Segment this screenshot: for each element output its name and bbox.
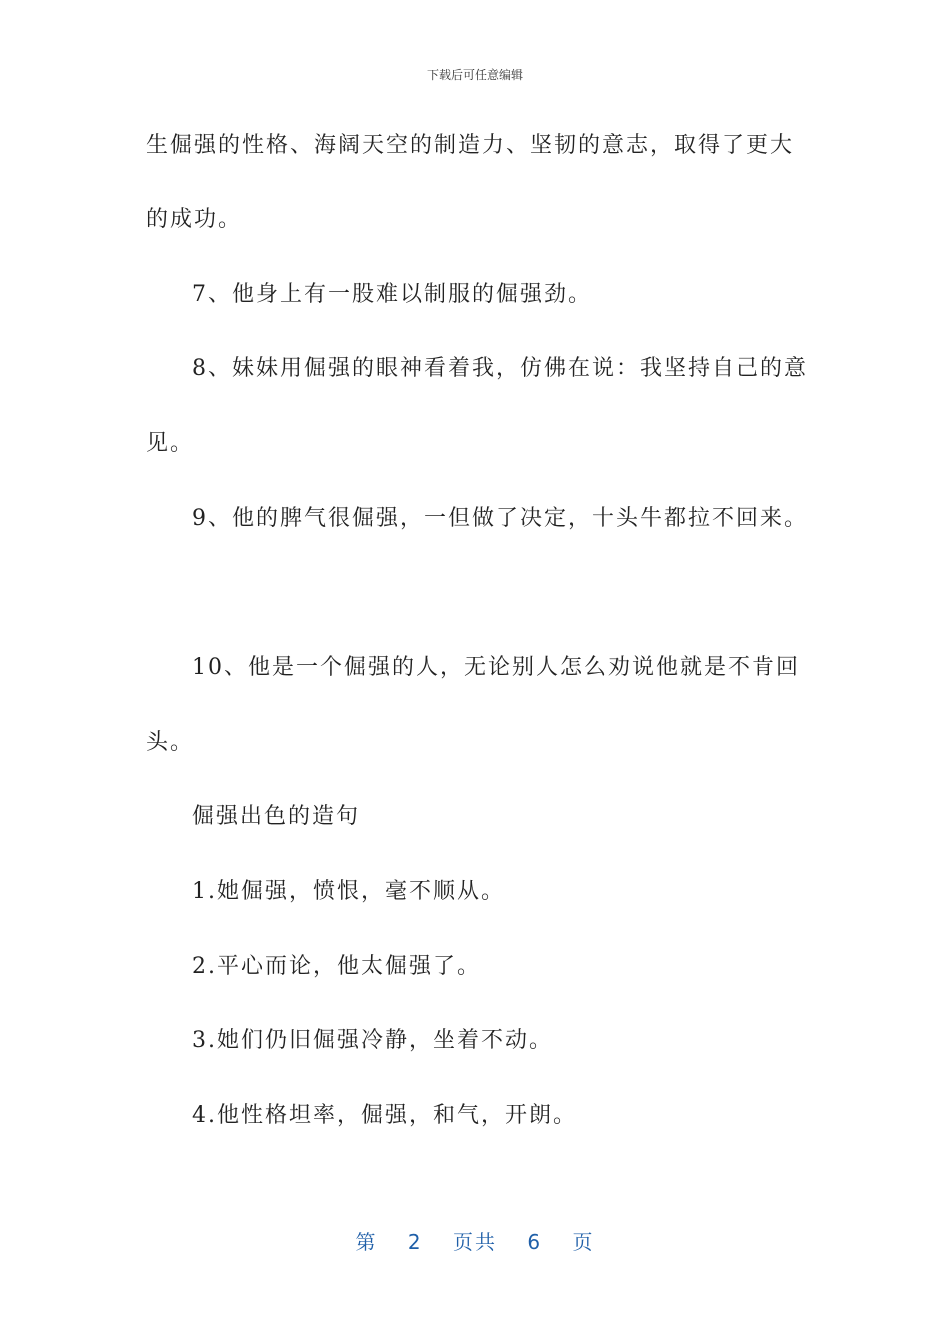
page-mid: 页共 (453, 1230, 497, 1254)
list-item-2: 2.平心而论，他太倔强了。 (192, 954, 481, 979)
list-item-3: 3.她们仍旧倔强冷静，坐着不动。 (192, 1028, 553, 1053)
page-total: 6 (527, 1230, 543, 1254)
page-number: 2 (407, 1230, 423, 1254)
paragraph-line: 生倔强的性格、海阔天空的制造力、坚韧的意志，取得了更大 (146, 133, 795, 158)
page-header-note: 下载后可任意编辑 (426, 68, 523, 82)
list-item-10: 10、他是一个倔强的人，无论别人怎么劝说他就是不肯回 (192, 655, 800, 680)
paragraph-line: 见。 (146, 431, 195, 456)
list-item-8: 8、妹妹用倔强的眼神看着我，仿佛在说：我坚持自己的意 (192, 356, 808, 381)
page-prefix: 第 (355, 1230, 378, 1254)
section-heading: 倔强出色的造句 (192, 804, 361, 829)
paragraph-line: 头。 (146, 730, 195, 755)
list-item-1: 1.她倔强，愤恨，毫不顺从。 (192, 879, 505, 904)
list-item-9: 9、他的脾气很倔强，一但做了决定，十头牛都拉不回来。 (192, 506, 808, 531)
page-suffix: 页 (572, 1230, 595, 1254)
page-footer (0, 1226, 950, 1255)
paragraph-line: 的成功。 (146, 207, 243, 232)
list-item-4: 4.他性格坦率，倔强，和气，开朗。 (192, 1103, 577, 1128)
list-item-7: 7、他身上有一股难以制服的倔强劲。 (192, 282, 592, 307)
